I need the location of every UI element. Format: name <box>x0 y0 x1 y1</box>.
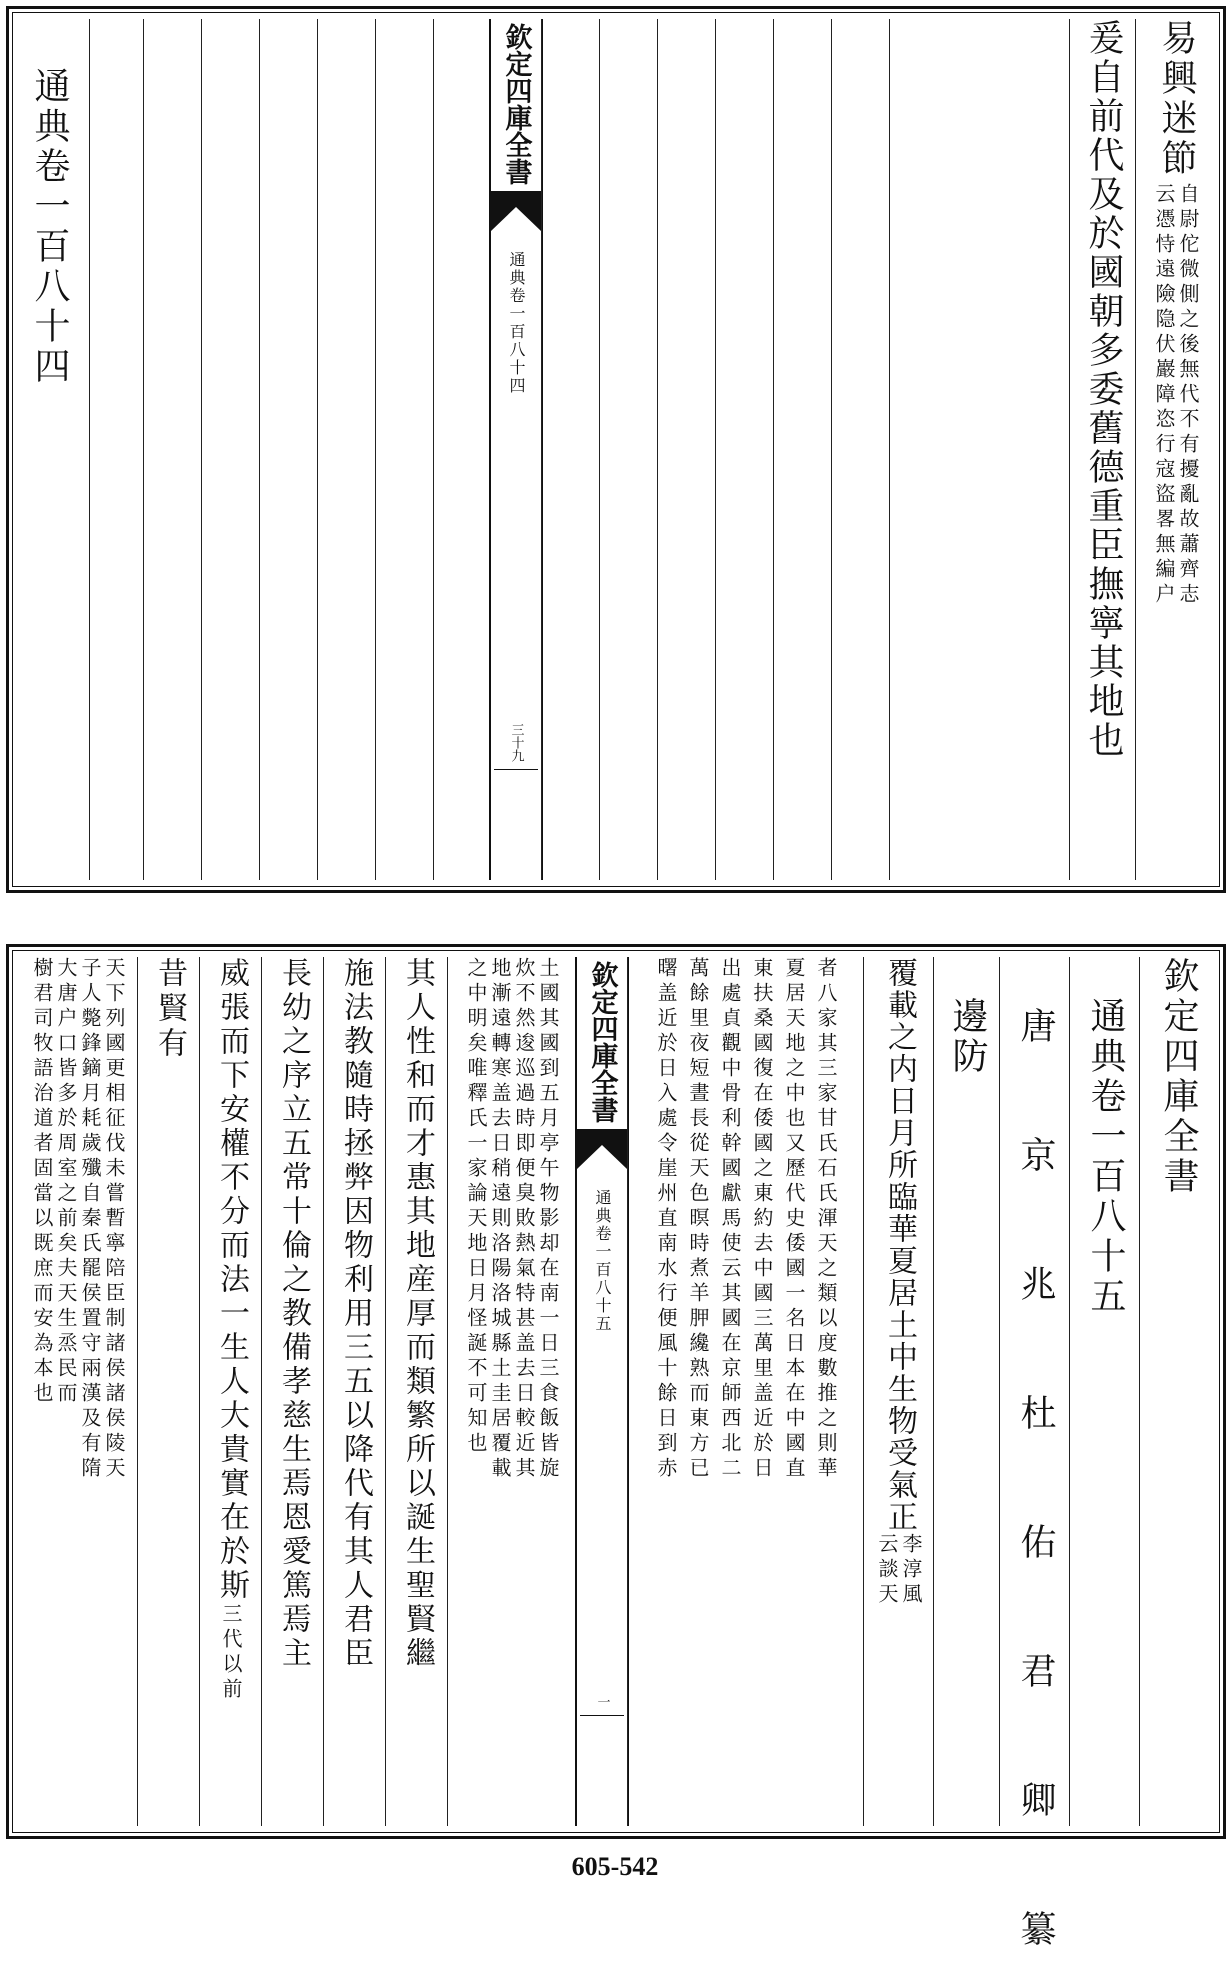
annotation-line: 出處貞觀中骨利幹國獻馬使云其國在京師西北二 <box>718 957 742 1482</box>
empty-column <box>375 19 434 880</box>
fishtail-mark <box>491 191 541 231</box>
annotation-line: 李淳風 <box>899 1533 923 1608</box>
empty-column <box>773 19 832 880</box>
annotation-line: 土國其國到五月亭午物影却在南一日三食飯皆旋 <box>536 957 560 1482</box>
annotation-line: 大唐户口皆多於周室之前矣夫天生烝民而 <box>54 957 78 1407</box>
text-column <box>627 957 864 1826</box>
section-heading: 邊防 <box>947 997 988 1077</box>
text-line: 施法教隨時拯弊因物利用三五以降代有其人君臣 <box>338 957 373 1671</box>
empty-column <box>317 19 376 880</box>
empty-column <box>831 19 890 880</box>
text-line: 其人性和而才惠其地産厚而類繁所以誕生聖賢繼 <box>400 957 435 1671</box>
annotation-line: 者八家其三家甘氏石氏渾天之類以度數推之則華 <box>814 957 838 1482</box>
text-column <box>385 957 448 1826</box>
text-column <box>323 957 386 1826</box>
annotation-line: 樹君司牧語治道者固當以既庶而安為本也 <box>30 957 54 1407</box>
author-line: 唐 京 兆 杜 佑 君 卿 纂 <box>1015 1007 1056 1972</box>
annotation-line: 子人斃鋒鏑月耗歲殲自秦氏罷侯置守兩漢及有隋 <box>78 957 102 1482</box>
text-column <box>447 957 576 1826</box>
text-line: 威張而下安權不分而法一生人大貴實在於斯 <box>214 957 249 1603</box>
text-column <box>19 957 137 1826</box>
text-column <box>199 957 262 1826</box>
center-fold-strip <box>489 19 543 880</box>
text-column <box>1139 957 1216 1826</box>
text-column <box>933 957 1000 1826</box>
text-line: 昔賢有 <box>152 957 187 1062</box>
empty-column <box>259 19 318 880</box>
text-column <box>863 957 934 1826</box>
fishtail-mark <box>577 1129 627 1169</box>
empty-column <box>599 19 658 880</box>
text-line: 覆載之内日月所臨華夏居土中生物受氣正 <box>882 957 917 1533</box>
annotation-line: 萬餘里夜短晝長從天色暝時煮羊胛纔熟而東方已 <box>686 957 710 1482</box>
annotation-line: 地漸遠轉寒盖去日稍遠則洛陽洛城縣土圭居覆載 <box>488 957 512 1482</box>
center-fold-strip <box>575 957 629 1826</box>
chapter-title: 通典卷一百八十五 <box>1085 997 1126 1317</box>
strip-title: 欽定四庫全書 <box>586 961 618 1123</box>
annotation-line: 云談天 <box>875 1533 899 1608</box>
empty-column <box>201 19 260 880</box>
annotation-line: 云憑恃遠險隐伏巖障恣行寇盜畧無編户 <box>1152 183 1176 608</box>
chapter-label-column <box>19 19 79 880</box>
text-column <box>261 957 324 1826</box>
top-page-panel <box>6 6 1226 893</box>
chapter-label: 通典卷一百八十四 <box>29 67 70 387</box>
strip-subtitle: 通典卷一百八十五 <box>593 1189 612 1333</box>
text-column <box>1135 19 1216 880</box>
strip-page-number: 三十九 <box>508 723 524 762</box>
book-head-title: 欽定四庫全書 <box>1158 957 1199 1197</box>
text-column <box>137 957 200 1826</box>
text-column <box>999 957 1070 1972</box>
text-line: 爰自前代及於國朝多委舊德重臣撫寧其地也 <box>1083 19 1124 760</box>
annotation-line: 曙盖近於日入處令崖州直南水行便風十餘日到赤 <box>654 957 678 1482</box>
annotation-line: 之中明矣唯釋氏一家論天地日月怪誕不可知也 <box>464 957 488 1457</box>
strip-title: 欽定四庫全書 <box>500 23 532 185</box>
annotation-line: 炊不然逡巡過時即便臭敗熱氣特甚盖去日較近其 <box>512 957 536 1482</box>
empty-column <box>889 19 948 880</box>
text-line: 易興迷節 <box>1156 19 1197 179</box>
empty-column <box>143 19 202 880</box>
annotation-line: 東扶桑國復在倭國之東約去中國三萬里盖近於日 <box>750 957 774 1482</box>
annotation-line: 夏居天地之中也又歷代史倭國一名日本在中國直 <box>782 957 806 1482</box>
text-column <box>1069 19 1136 880</box>
empty-column <box>657 19 716 880</box>
strip-subtitle: 通典卷一百八十四 <box>507 251 526 395</box>
empty-column <box>89 19 144 880</box>
strip-page-number: 一 <box>594 1695 610 1708</box>
page-footer-number: 605-542 <box>571 1852 659 1881</box>
strip-rule <box>494 769 538 770</box>
annotation-line: 天下列國更相征伐未嘗暫寧陪臣制諸侯諸侯陵天 <box>102 957 126 1482</box>
empty-column <box>433 19 490 880</box>
text-line: 長幼之序立五常十倫之教備孝慈生焉恩愛篤焉主 <box>276 957 311 1671</box>
strip-rule <box>580 1715 624 1716</box>
annotation-line: 自尉佗微側之後無代不有擾亂故蕭齊志 <box>1176 183 1200 608</box>
empty-column <box>715 19 774 880</box>
empty-column <box>541 19 600 880</box>
text-column <box>1069 957 1140 1826</box>
annotation-line: 三代以前 <box>219 1603 243 1703</box>
